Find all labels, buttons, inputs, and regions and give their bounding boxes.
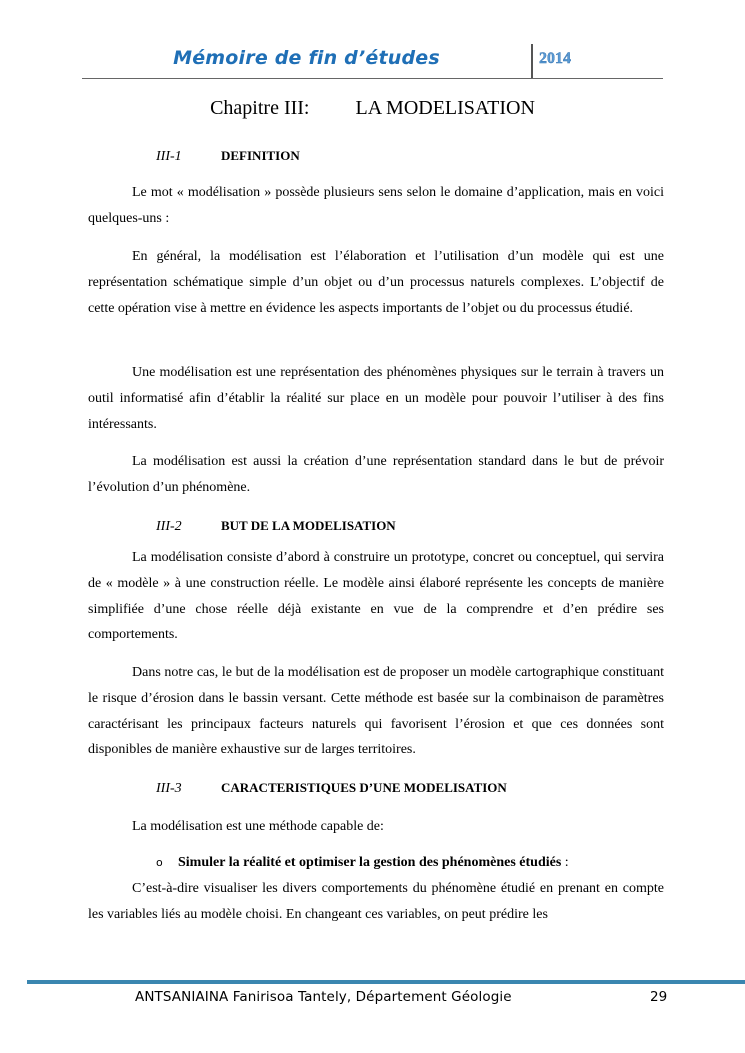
page-number: 29 <box>650 989 668 1005</box>
paragraph-8: C’est-à-dire visualiser les divers comportements du phénomène étudié en prenant en compte les variables liés au modèle choisi. En changeant ces variables, on peut prédire les <box>88 881 664 922</box>
bullet-item <box>156 855 569 871</box>
section-heading-3 <box>156 780 507 797</box>
section-number: III-2 <box>156 519 182 534</box>
header-year: 2014 <box>539 50 571 67</box>
section-number: III-1 <box>156 149 182 164</box>
section-title: DEFINITION <box>221 148 300 163</box>
footer-rule <box>27 980 745 984</box>
paragraph-2: En général, la modélisation est l’élaboration et l’utilisation d’un modèle qui est une représentation schématique simple d’un objet ou d’un processus naturels complexes. L’objectif de cette opération vise à mettre en évidence les aspects importants de l’objet ou du processus étudié. <box>88 249 664 316</box>
footer-author: ANTSANIAINA Fanirisoa Tantely, Département Géologie <box>135 989 512 1005</box>
paragraph-6: Dans notre cas, le but de la modélisation est de proposer un modèle cartographique constituant le risque d’érosion dans le bassin versant. Cette méthode est basée sur la combinaison de paramètres caractérisant les principaux facteurs naturels qui favorisent l’érosion et que ces données sont disponibles de manière exhaustive sur de larges territoires. <box>88 665 664 758</box>
bullet-text: Simuler la réalité et optimiser la gestion des phénomènes étudiés <box>178 855 562 870</box>
paragraph-1: Le mot « modélisation » possède plusieurs sens selon le domaine d’application, mais en voici quelques-uns : <box>88 185 664 226</box>
paragraph-5: La modélisation consiste d’abord à construire un prototype, concret ou conceptuel, qui servira de « modèle » à une construction réelle. Le modèle ainsi élaboré représente les concepts de manière simplifiée d’une chose réelle déjà existante en vue de la comprendre et d’en prédire ses comportements. <box>88 550 664 643</box>
chapter-label: Chapitre III: <box>210 97 310 119</box>
paragraph-3: Une modélisation est une représentation des phénomènes physiques sur le terrain à travers un outil informatisé afin d’établir la réalité sur place en un modèle pour pouvoir l’utiliser à des fins intéressants. <box>88 365 664 432</box>
section-title: CARACTERISTIQUES D’UNE MODELISATION <box>221 780 507 795</box>
paragraph-4: La modélisation est aussi la création d’une représentation standard dans le but de prévoir l’évolution d’un phénomène. <box>88 454 664 495</box>
paragraph-7: La modélisation est une méthode capable de: <box>132 819 384 834</box>
bullet-circle-icon: o <box>156 856 163 869</box>
header-title: Mémoire de fin d’études <box>173 47 440 69</box>
section-heading-2 <box>156 518 396 535</box>
section-heading-1 <box>156 148 300 165</box>
chapter-heading <box>0 97 745 120</box>
section-number: III-3 <box>156 781 182 796</box>
bullet-suffix: : <box>561 855 569 870</box>
page-header <box>82 42 663 79</box>
header-separator <box>531 44 533 78</box>
chapter-title: LA MODELISATION <box>355 97 535 119</box>
section-title: BUT DE LA MODELISATION <box>221 518 396 533</box>
